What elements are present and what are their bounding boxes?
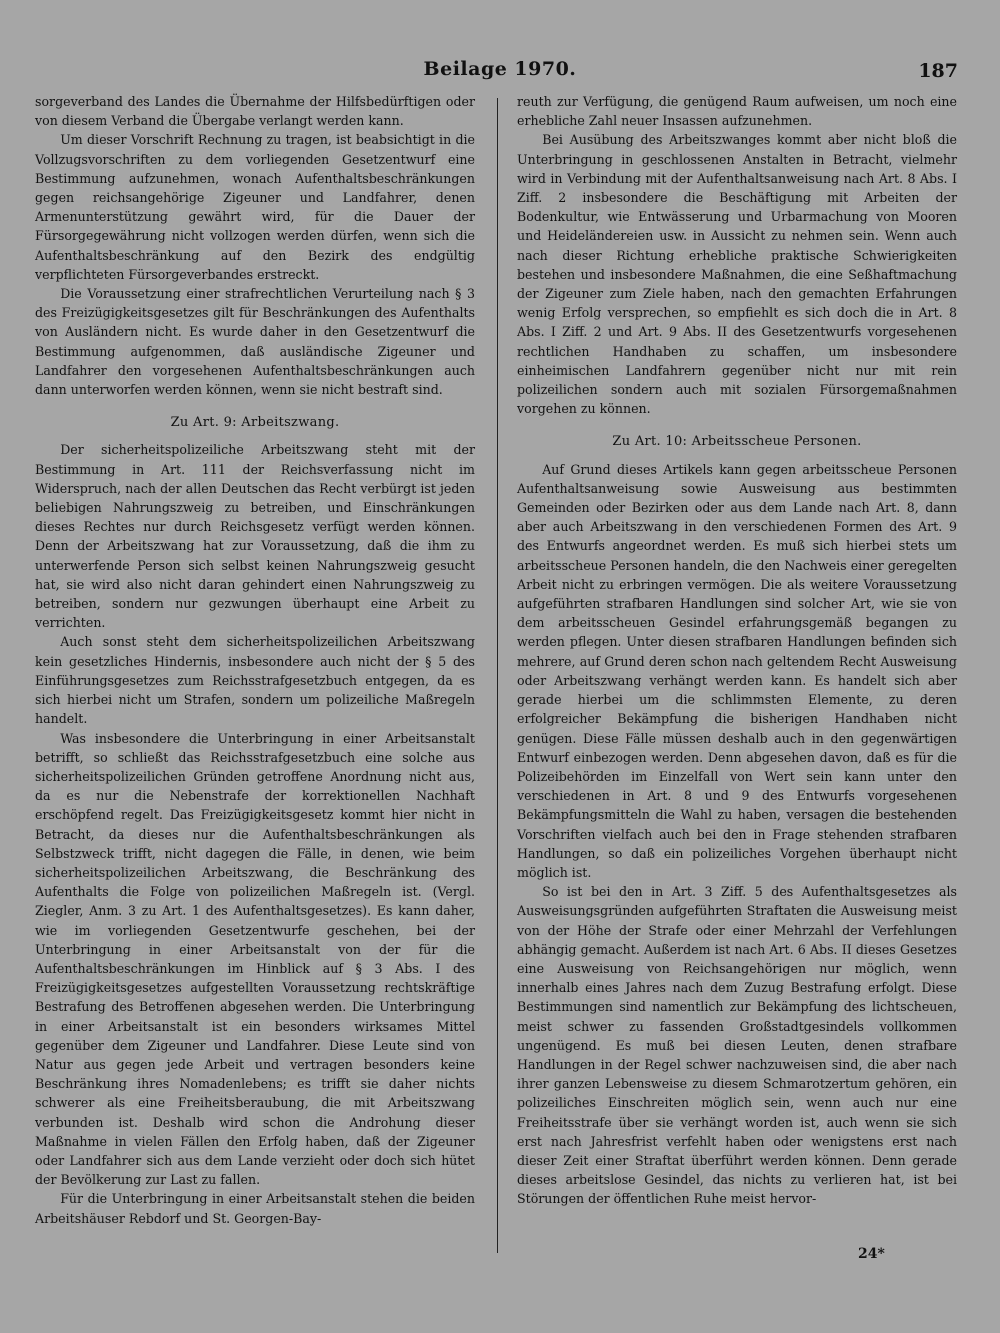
paragraph: sorgeverband des Landes die Übernahme der Hilfsbedürftigen oder von diesem Verband die Übergabe verlangt werden kann. [35,94,475,129]
section-heading: Zu Art. 10: Arbeitsscheue Personen. [612,434,862,450]
signature-mark: 24* [858,1246,885,1262]
paragraph: reuth zur Verfügung, die genügend Raum aufweisen, um noch eine erhebliche Zahl neuer Insassen aufzunehmen. [517,94,957,129]
left-column [35,92,475,1228]
right-column [517,92,957,1209]
section-heading: Zu Art. 9: Arbeitszwang. [170,415,340,431]
paragraph: Für die Unterbringung in einer Arbeitsanstalt stehen die beiden Arbeitshäuser Rebdorf und St. Georgen-Bay- [35,1191,475,1226]
paragraph: Um dieser Vorschrift Rechnung zu tragen, ist beabsichtigt in die Vollzugsvorschriften zu dem vorliegenden Gesetzentwurf eine Bestimmung aufzunehmen, wonach Aufenthaltsbeschränkungen gegen reichsangehörige Zigeuner und Landfahrer, denen Armenunterstützung gewährt wird, für die Dauer der Fürsorgegewährung nicht vollzogen werden dürfen, wenn sich die Aufenthaltsbeschränkung auf den Bezirk des endgültig verpflichteten Fürsorgeverbandes erstreckt. [35,132,475,282]
paragraph: So ist bei den in Art. 3 Ziff. 5 des Aufenthaltsgesetzes als Ausweisungsgründen aufgeführten Straftaten die Ausweisung meist von der Höhe der Strafe oder einer Mehrzahl der Verfehlungen abhängig gemacht. Außerdem ist nach Art. 6 Abs. II dieses Gesetzes eine Ausweisung von Reichsangehörigen nur möglich, wenn innerhalb eines Jahres nach dem Zuzug Bestrafung erfolgt. Diese Bestimmungen sind namentlich zur Bekämpfung des lichtscheuen, meist schwer zu fassenden Großstadtgesindels vollkommen ungenügend. Es muß bei diesen Leuten, denen strafbare Handlungen in der Regel schwer nachzuweisen sind, die aber nach ihrer ganzen Lebensweise zu diesem Schmarotzertum gehören, ein polizeiliches Einschreiten möglich sein, wenn auch nur eine Freiheitsstrafe über sie verhängt worden ist, auch wenn sie sich erst nach Jahresfrist verfehlt haben oder wenigstens erst nach dieser Zeit einer Straftat überführt werden können. Denn gerade dieses arbeitslose Gesindel, das nichts zu verlieren hat, ist bei Störungen der öffentlichen Ruhe meist hervor- [517,884,957,1207]
paragraph: Der sicherheitspolizeiliche Arbeitszwang steht mit der Bestimmung in Art. 111 der Reichsverfassung nicht im Widerspruch, nach der allen Deutschen das Recht verbürgt ist jeden beliebigen Nahrungszweig zu betreiben, und Einschränkungen dieses Rechtes nur durch Reichsgesetz verfügt werden können. Denn der Arbeitszwang hat zur Voraussetzung, daß die ihm zu unterwerfende Person sich selbst keinen Nahrungszweig gesucht hat, sie wird also nicht daran gehindert einen Nahrungszweig zu betreiben, sondern nur gezwungen überhaupt eine Arbeit zu verrichten. [35,442,475,631]
column-divider [497,98,498,1253]
page-title: Beilage 1970. [423,58,577,80]
paragraph: Was insbesondere die Unterbringung in einer Arbeitsanstalt betrifft, so schließt das Reichsstrafgesetzbuch eine solche aus sicherheitspolizeilichen Gründen getroffene Anordnung nicht aus, da es nur die Nebenstrafe der korrektionellen Nachhaft erschöpfend regelt. Das Freizügigkeitsgesetz kommt hier nicht in Betracht, da dieses nur die Aufenthaltsbeschränkungen als Selbstzweck trifft, nicht dagegen die Fälle, in denen, wie beim sicherheitspolizeilichen Arbeitszwang, die Beschränkung des Aufenthalts die Folge von polizeilichen Maßregeln ist. (Vergl. Ziegler, Anm. 3 zu Art. 1 des Aufenthaltsgesetzes). Es kann daher, wie im vorliegenden Gesetzentwurfe geschehen, bei der Unterbringung in einer Arbeitsanstalt von der für die Aufenthaltsbeschränkungen im Hinblick auf § 3 Abs. I des Freizügigkeitsgesetzes aufgestellten Voraussetzung rechtskräftige Bestrafung des Betroffenen abgesehen werden. Die Unterbringung in einer Arbeitsanstalt ist ein besonders wirksames Mittel gegenüber dem Zigeuner und Landfahrer. Diese Leute sind von Natur aus gegen jede Arbeit und vertragen besonders keine Beschränkung ihres Nomadenlebens; es trifft sie daher nichts schwerer als eine Freiheitsberaubung, die mit Arbeitszwang verbunden ist. Deshalb wird schon die Androhung dieser Maßnahme in vielen Fällen den Erfolg haben, daß der Zigeuner oder Landfahrer sich aus dem Lande verzieht oder doch sich hütet der Bevölkerung zur Last zu fallen. [35,730,475,1188]
paragraph: Die Voraussetzung einer strafrechtlichen Verurteilung nach § 3 des Freizügigkeitsgesetzes gilt für Beschränkungen des Aufenthalts von Ausländern nicht. Es wurde daher in den Gesetzentwurf die Bestimmung aufgenommen, daß ausländische Zigeuner und Landfahrer den vorgesehenen Aufenthaltsbeschränkungen auch dann unterworfen werden können, wenn sie nicht bestraft sind. [35,286,475,398]
paragraph: Bei Ausübung des Arbeitszwanges kommt aber nicht bloß die Unterbringung in geschlossenen Anstalten in Betracht, vielmehr wird in Verbindung mit der Aufenthaltsanweisung nach Art. 8 Abs. I Ziff. 2 insbesondere die Beschäftigung mit Arbeiten der Bodenkultur, wie Entwässerung und Urbarmachung von Mooren und Heideländereien usw. in Aussicht zu nehmen sein. Wenn auch nach dieser Richtung erhebliche praktische Schwierigkeiten bestehen und insbesondere Maßnahmen, die eine Seßhaftmachung der Zigeuner zum Ziele haben, nach den gemachten Erfahrungen wenig Erfolg versprechen, so empfiehlt es sich doch die in Art. 8 Abs. I Ziff. 2 und Art. 9 Abs. II des Gesetzentwurfs vorgesehenen rechtlichen Handhaben zu schaffen, um insbesondere einheimischen Landfahrern gegenüber nicht nur mit rein polizeilichen sondern auch mit sozialen Fürsorgemaßnahmen vorgehen zu können. [517,132,957,417]
running-head [0,58,1000,86]
paragraph: Auf Grund dieses Artikels kann gegen arbeitsscheue Personen Aufenthaltsanweisung sowie Ausweisung aus bestimmten Gemeinden oder Bezirken oder aus dem Lande nach Art. 8, dann aber auch Arbeitszwang in den verschiedenen Formen des Art. 9 des Entwurfs angeordnet werden. Es muß sich hierbei stets um arbeitsscheue Personen handeln, die den Nachweis einer geregelten Arbeit nicht zu erbringen vermögen. Die als weitere Voraussetzung aufgeführten strafbaren Handlungen sind solcher Art, wie sie von dem arbeitsscheuen Gesindel erfahrungsgemäß begangen zu werden pflegen. Unter diesen strafbaren Handlungen befinden sich mehrere, auf Grund deren schon nach geltendem Recht Ausweisung oder Arbeitszwang verhängt werden kann. Es handelt sich aber gerade hierbei um die schlimmsten Elemente, zu deren erfolgreicher Bekämpfung die bisherigen Handhaben nicht genügen. Diese Fälle müssen deshalb auch in den gegenwärtigen Entwurf einbezogen werden. Denn abgesehen davon, daß es für die Polizeibehörden im Einzelfall von Wert sein kann unter den verschiedenen in Art. 8 und 9 des Entwurfs vorgesehenen Bekämpfungsmitteln die Wahl zu haben, versagen die bestehenden Vorschriften vielfach auch bei den in Frage stehenden strafbaren Handlungen, so daß ein polizeiliches Vorgehen überhaupt nicht möglich ist. [517,461,957,880]
page-number: 187 [918,60,958,82]
paragraph: Auch sonst steht dem sicherheitspolizeilichen Arbeitszwang kein gesetzliches Hindernis, insbesondere auch nicht der § 5 des Einführungsgesetzes zum Reichsstrafgesetzbuch entgegen, da es sich hierbei nicht um Strafen, sondern um polizeiliche Maßregeln handelt. [35,634,475,727]
